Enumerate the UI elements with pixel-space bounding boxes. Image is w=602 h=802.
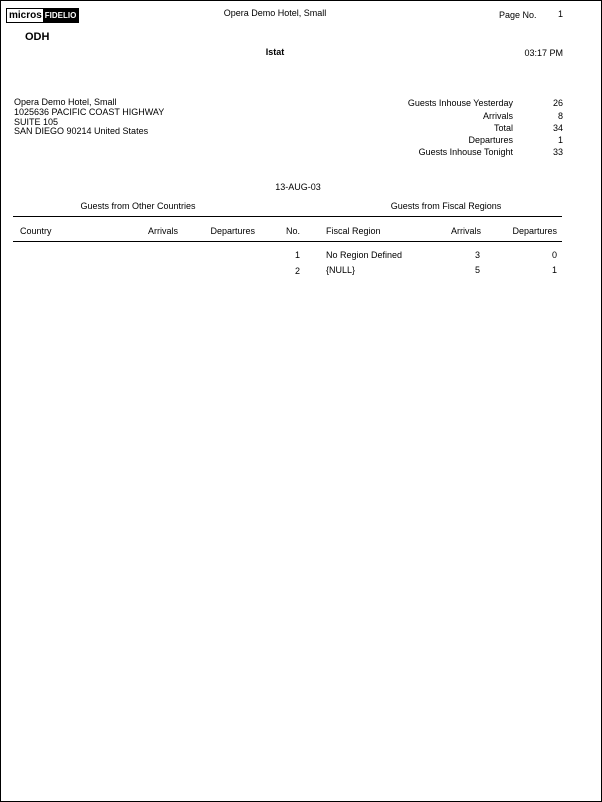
report-time: 03:17 PM — [524, 48, 563, 58]
row-no: 1 — [294, 250, 300, 260]
report-date: 13-AUG-03 — [275, 182, 321, 192]
summary-value: 8 — [557, 111, 563, 121]
summary-value: 26 — [552, 98, 563, 108]
row-arrivals: 3 — [474, 250, 480, 260]
column-country: Country — [20, 226, 52, 236]
summary-value: 34 — [552, 123, 563, 133]
address-line-4: SAN DIEGO 90214 United States — [14, 126, 149, 136]
column-region-departures: Departures — [512, 226, 557, 236]
row-departures: 1 — [551, 265, 557, 275]
property-code: ODH — [25, 31, 50, 43]
report-hotel-title: Opera Demo Hotel, Small — [223, 8, 327, 18]
column-no: No. — [285, 226, 300, 236]
address-line-3: SUITE 105 — [14, 117, 59, 127]
column-fiscal-region: Fiscal Region — [326, 226, 381, 236]
column-departures: Departures — [210, 226, 255, 236]
logo-fidelio-text: FIDELIO — [44, 11, 77, 20]
header-divider — [13, 241, 562, 242]
summary-label: Departures — [468, 135, 513, 145]
column-arrivals: Arrivals — [147, 226, 178, 236]
column-region-arrivals: Arrivals — [450, 226, 481, 236]
regions-section-title: Guests from Fiscal Regions — [390, 201, 502, 211]
row-arrivals: 5 — [474, 265, 480, 275]
address-line-1: Opera Demo Hotel, Small — [14, 97, 117, 107]
summary-label: Guests Inhouse Tonight — [418, 147, 513, 157]
micros-fidelio-logo — [6, 8, 79, 23]
row-region: No Region Defined — [326, 250, 403, 260]
countries-section-title: Guests from Other Countries — [80, 201, 196, 211]
summary-label: Total — [493, 123, 513, 133]
row-region: {NULL} — [326, 265, 356, 275]
page-label: Page No. — [499, 10, 537, 20]
page-number: 1 — [557, 9, 563, 19]
summary-value: 33 — [552, 147, 563, 157]
section-divider — [13, 216, 562, 217]
logo-micros-text: micros — [9, 10, 42, 21]
summary-label: Arrivals — [482, 111, 513, 121]
summary-value: 1 — [557, 135, 563, 145]
report-name: Istat — [265, 47, 285, 57]
row-departures: 0 — [551, 250, 557, 260]
summary-label: Guests Inhouse Yesterday — [407, 98, 513, 108]
row-no: 2 — [294, 266, 300, 276]
address-line-2: 1025636 PACIFIC COAST HIGHWAY — [14, 107, 165, 117]
